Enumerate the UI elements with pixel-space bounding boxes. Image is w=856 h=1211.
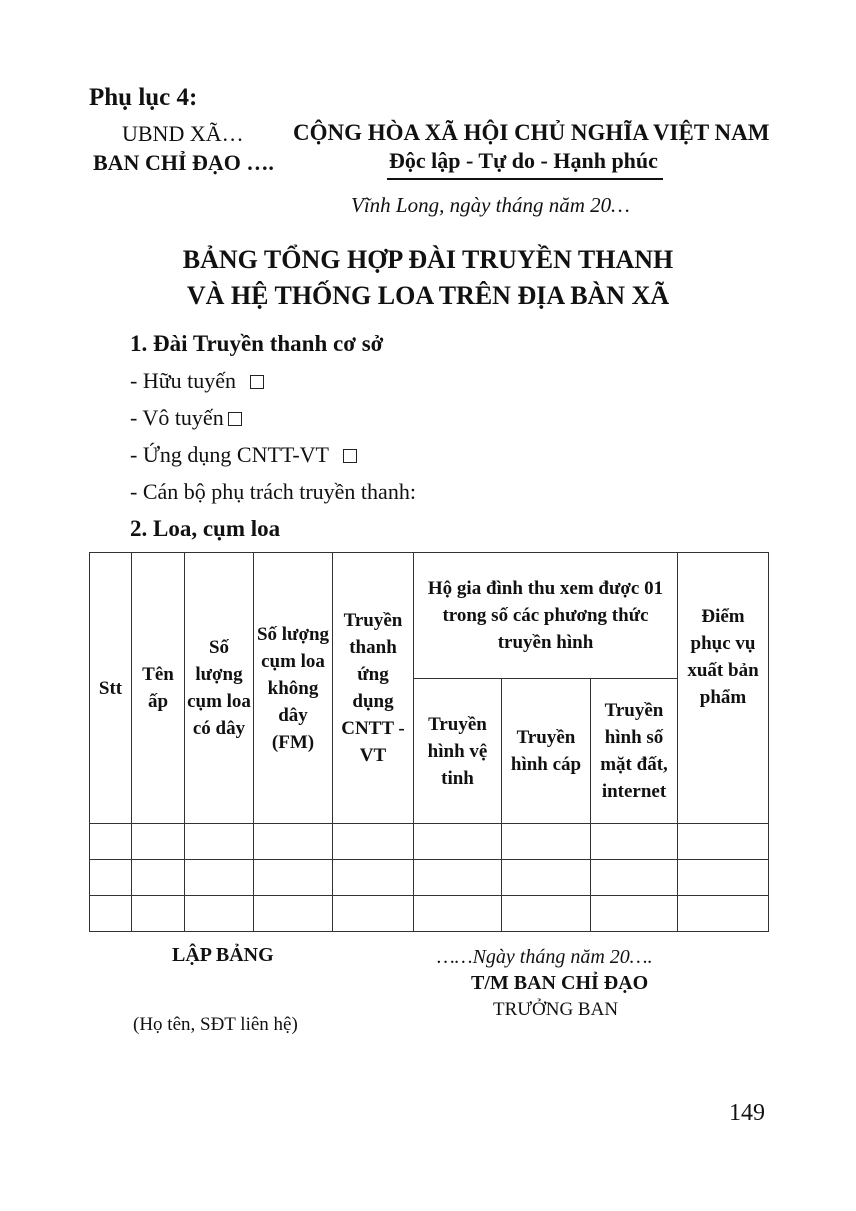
- table-cell[interactable]: [90, 896, 132, 932]
- table-cell[interactable]: [254, 896, 333, 932]
- document-title-line1: BẢNG TỔNG HỢP ĐÀI TRUYỀN THANH: [182, 245, 674, 274]
- header-satellite-tv: Truyền hình vệ tinh: [414, 679, 502, 824]
- motto-underline: [387, 178, 663, 180]
- table-cell[interactable]: [90, 860, 132, 896]
- header-hamlet-name: Tên ấp: [132, 553, 185, 824]
- table-cell[interactable]: [678, 896, 769, 932]
- table-cell[interactable]: [254, 824, 333, 860]
- table-cell[interactable]: [678, 824, 769, 860]
- head-role: TRƯỞNG BAN: [493, 999, 619, 1020]
- wired-option: [130, 368, 264, 394]
- staff-in-charge-label: - Cán bộ phụ trách truyền thanh:: [130, 479, 416, 504]
- header-cable-tv: Truyền hình cáp: [502, 679, 591, 824]
- header-wireless-speaker-clusters: Số lượng cụm loa không dây (FM): [254, 553, 333, 824]
- section2-heading: 2. Loa, cụm loa: [130, 516, 281, 541]
- table-cell[interactable]: [132, 860, 185, 896]
- table-cell[interactable]: [185, 896, 254, 932]
- prepared-by-title: LẬP BẢNG: [172, 944, 274, 966]
- table-cell[interactable]: [678, 860, 769, 896]
- table-cell[interactable]: [132, 896, 185, 932]
- table-cell[interactable]: [333, 824, 414, 860]
- table-cell[interactable]: [185, 824, 254, 860]
- table-row: [90, 896, 769, 932]
- table-cell[interactable]: [502, 896, 591, 932]
- table-cell[interactable]: [185, 860, 254, 896]
- national-title: CỘNG HÒA XÃ HỘI CHỦ NGHĨA VIỆT NAM: [293, 120, 770, 145]
- wired-checkbox[interactable]: [250, 375, 264, 389]
- table-cell[interactable]: [502, 824, 591, 860]
- table-cell[interactable]: [333, 860, 414, 896]
- ict-option: [130, 442, 357, 468]
- table-cell[interactable]: [591, 860, 678, 896]
- table-cell[interactable]: [591, 824, 678, 860]
- wired-label: - Hữu tuyến: [130, 368, 237, 393]
- wireless-option: [130, 405, 242, 431]
- table-cell[interactable]: [132, 824, 185, 860]
- prepared-by-note: (Họ tên, SĐT liên hệ): [133, 1014, 298, 1035]
- header-ict-radio: Truyền thanh ứng dụng CNTT - VT: [333, 553, 414, 824]
- page-number: 149: [729, 1100, 765, 1126]
- table-cell[interactable]: [414, 860, 502, 896]
- on-behalf-title: T/M BAN CHỈ ĐẠO: [471, 972, 649, 994]
- date-line: Vĩnh Long, ngày tháng năm 20…: [351, 193, 630, 217]
- table-cell[interactable]: [591, 896, 678, 932]
- national-motto: Độc lập - Tự do - Hạnh phúc: [389, 148, 658, 173]
- signature-date: ……Ngày tháng năm 20….: [437, 946, 653, 968]
- header-publication-points: Điểm phục vụ xuất bản phẩm: [678, 553, 769, 824]
- header-digital-terrestrial-tv: Truyền hình số mặt đất, internet: [591, 679, 678, 824]
- section1-heading: 1. Đài Truyền thanh cơ sở: [130, 331, 384, 356]
- ict-label: - Ứng dụng CNTT-VT: [130, 442, 329, 467]
- table-cell[interactable]: [254, 860, 333, 896]
- table-row: [90, 860, 769, 896]
- document-title-line2: VÀ HỆ THỐNG LOA TRÊN ĐỊA BÀN XÃ: [186, 281, 670, 310]
- ict-checkbox[interactable]: [343, 449, 357, 463]
- table-cell[interactable]: [333, 896, 414, 932]
- steering-committee-label: BAN CHỈ ĐẠO ….: [93, 150, 274, 175]
- table-row: [90, 824, 769, 860]
- appendix-label: Phụ lục 4:: [89, 84, 198, 111]
- header-stt: Stt: [90, 553, 132, 824]
- header-wired-speaker-clusters: Số lượng cụm loa có dây: [185, 553, 254, 824]
- wireless-checkbox[interactable]: [228, 412, 242, 426]
- table-cell[interactable]: [414, 824, 502, 860]
- table-cell[interactable]: [502, 860, 591, 896]
- table-cell[interactable]: [414, 896, 502, 932]
- commune-committee-label: UBND XÃ…: [122, 121, 244, 146]
- wireless-label: - Vô tuyến: [130, 405, 224, 430]
- header-households-tv: Hộ gia đình thu xem được 01 trong số các phương thức truyền hình: [414, 553, 678, 679]
- table-cell[interactable]: [90, 824, 132, 860]
- summary-table: [89, 552, 769, 932]
